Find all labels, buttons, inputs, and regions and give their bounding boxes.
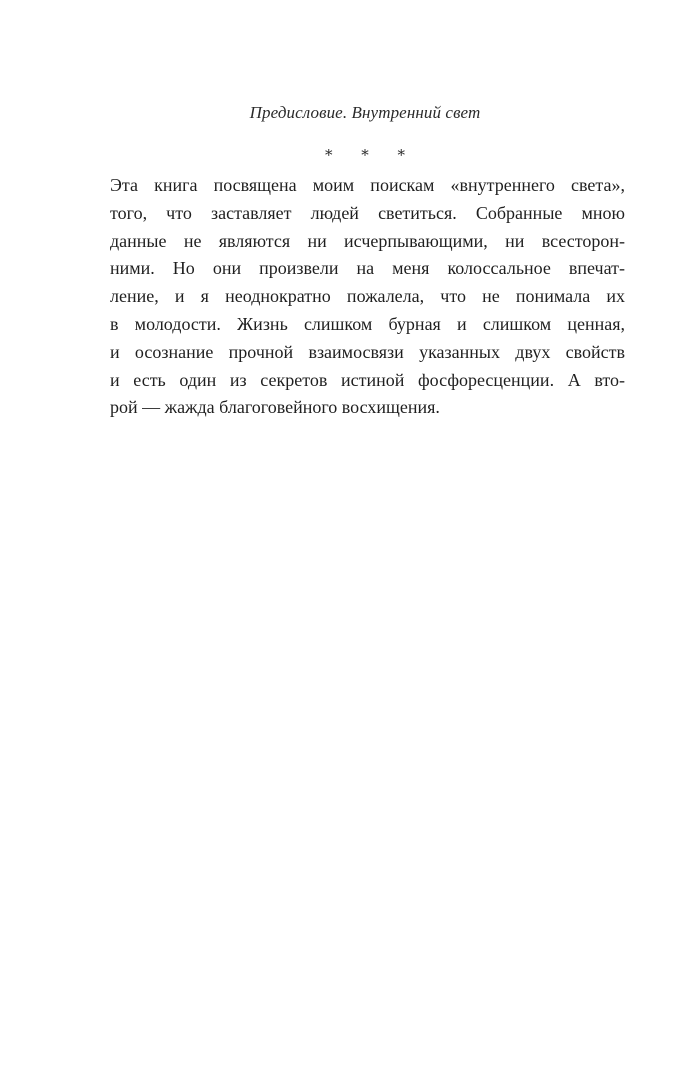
paragraph-line: ление, и я неоднократно пожалела, что не понимала их: [110, 286, 625, 307]
paragraph-line: и осознание прочной взаимосвязи указанных двух свойств: [110, 341, 625, 362]
section-separator: * * *: [324, 146, 406, 164]
paragraph-line: Эта книга посвящена моим поискам «внутреннего света»,: [110, 175, 625, 195]
paragraph-line: рой — жажда благоговейного восхищения.: [110, 397, 440, 418]
paragraph-line: того, что заставляет людей светиться. Собранные мною: [110, 202, 625, 223]
paragraph-line: и есть один из секретов истиной фосфоресценции. А вто-: [110, 369, 625, 390]
running-header: Предисловие. Внутренний свет: [249, 103, 481, 122]
paragraph-line: данные не являются ни исчерпывающими, ни всесторон-: [110, 230, 625, 251]
paragraph-line: ними. Но они произвели на меня колоссальное впечат-: [110, 258, 625, 279]
body-paragraph: [110, 172, 625, 422]
paragraph-line: в молодости. Жизнь слишком бурная и слишком ценная,: [110, 313, 625, 334]
